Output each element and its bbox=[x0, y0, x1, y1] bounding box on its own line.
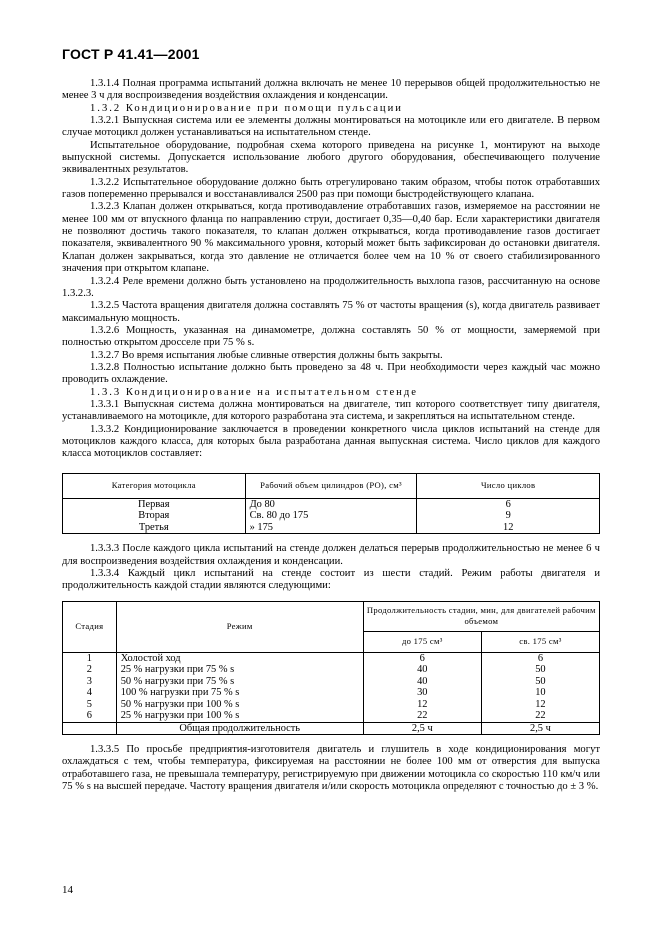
table-cell: Третья bbox=[63, 522, 246, 534]
document-header: ГОСТ Р 41.41—2001 bbox=[62, 46, 200, 62]
table-header-up-to-175: до 175 см³ bbox=[363, 631, 481, 652]
table-cell: » 175 bbox=[245, 522, 417, 534]
paragraph: 1.3.3.2 Кондиционирование заключается в проведении конкретного числа циклов испытаний на стенде для мотоциклов каждого класса, для которых была разработана данная выпускная система. Число циклов для каждого класса мотоциклов составляет: bbox=[62, 423, 600, 460]
table-cell: 6 bbox=[63, 710, 117, 722]
table-cell: 25 % нагрузки при 75 % s bbox=[116, 664, 363, 676]
table-row bbox=[63, 699, 600, 711]
table-cell: Вторая bbox=[63, 510, 246, 522]
table-cell: 6 bbox=[481, 652, 599, 664]
table-cell: 3 bbox=[63, 676, 117, 688]
paragraph: Испытательное оборудование, подробная схема которого приведена на рисунке 1, монтируют на выходе выпускной системы. Допускается использование любого другого оборудования, обеспечивающего получение эквивалентных результатов. bbox=[62, 139, 600, 176]
table-cell: 12 bbox=[481, 699, 599, 711]
table-row bbox=[63, 676, 600, 688]
table-cell: 5 bbox=[63, 699, 117, 711]
table-cell: До 80 bbox=[245, 498, 417, 510]
table-cell bbox=[63, 722, 117, 735]
table-header-category: Категория мотоцикла bbox=[63, 473, 246, 498]
table-cell: 40 bbox=[363, 664, 481, 676]
table-row bbox=[63, 664, 600, 676]
table-cell: 22 bbox=[481, 710, 599, 722]
paragraph: 1.3.1.4 Полная программа испытаний должна включать не менее 10 перерывов общей продолжительностью не менее 3 ч для воспроизведения воздействия охлаждения и конденсации. bbox=[62, 78, 600, 102]
paragraph: 1.3.2.1 Выпускная система или ее элементы должны монтироваться на мотоцикле или его двигателе. В первом случае мотоцикл должен устанавливаться на испытательном стенде. bbox=[62, 115, 600, 139]
paragraph: 1.3.2.8 Полностью испытание должно быть проведено за 48 ч. При необходимости через каждый час можно проводить охлаждение. bbox=[62, 361, 600, 386]
paragraph: 1.3.2.6 Мощность, указанная на динамометре, должна составлять 50 % от мощности, замеряемой при полностью открытом дросселе при 75 % s. bbox=[62, 324, 600, 349]
page-number: 14 bbox=[62, 884, 73, 896]
paragraph: 1.3.2.5 Частота вращения двигателя должна составлять 75 % от частоты вращения (s), когда двигатель развивает максимальную мощность. bbox=[62, 300, 600, 324]
paragraph: 1.3.2.3 Клапан должен открываться, когда противодавление отработавших газов, измеряемое на расстоянии не менее 100 мм от впускного фланца по направлению струи, достигает 0,35—0,40 бар. Если характеристики двигателя не позволяют достичь такого показателя, то клапан должен открываться, когда противодавление газов достигает показателя, эквивалентного 90 % максимального уровня, который может быть зафиксирован до остановки двигателя. Клапан должен закрываться, когда это давление не отличается более чем на 10 % от своего стабилизированного значения при открытом клапане. bbox=[62, 201, 600, 275]
document-body bbox=[62, 78, 600, 793]
table-row bbox=[63, 652, 600, 664]
table-cell: Первая bbox=[63, 498, 246, 510]
table-cell: 50 bbox=[481, 676, 599, 688]
cycles-table bbox=[62, 473, 600, 535]
section-heading: 1.3.3 Кондиционирование на испытательном стенде bbox=[90, 386, 418, 398]
table-cell: 40 bbox=[363, 676, 481, 688]
table-header-duration: Продолжительность стадии, мин, для двигателей рабочим объемом bbox=[363, 601, 599, 631]
table-cell: 50 bbox=[481, 664, 599, 676]
table-cell: Общая продолжительность bbox=[116, 722, 363, 735]
table-row bbox=[63, 510, 600, 522]
paragraph: 1.3.2.7 Во время испытания любые сливные отверстия должны быть закрыты. bbox=[90, 349, 443, 361]
table-cell: 12 bbox=[417, 522, 600, 534]
table-cell: 2 bbox=[63, 664, 117, 676]
table-cell: 10 bbox=[481, 687, 599, 699]
table-header-over-175: св. 175 см³ bbox=[481, 631, 599, 652]
stages-table bbox=[62, 601, 600, 736]
paragraph: 1.3.2.4 Реле времени должно быть установлено на продолжительность выхлопа газов, рассчитанную на основе 1.3.2.3. bbox=[62, 275, 600, 299]
paragraph: 1.3.3.1 Выпускная система должна монтироваться на двигателе, тип которого соответствует типу двигателя, устанавливаемого на мотоцикле, для которого разработана эта система, и закрепляться на испытательном стенде. bbox=[62, 398, 600, 423]
paragraph: 1.3.3.5 По просьбе предприятия-изготовителя двигатель и глушитель в ходе кондиционирования могут охлаждаться с тем, чтобы температура, фиксируемая на расстоянии не более 100 мм от отверстия для выпуска отработавшего газа, не превышала температуру, регистрируемую при движении мотоцикла со скоростью 110 км/ч или 75 % s на высшей передаче. Частоту вращения двигателя и/или скорость мотоцикла определяют с точностью до ± 3 %. bbox=[62, 744, 600, 793]
table-cell: Холостой ход bbox=[116, 652, 363, 664]
paragraph: 1.3.2.2 Испытательное оборудование должно быть отрегулировано таким образом, чтобы поток отработавших газов попеременно прерывался и восстанавливался 2500 раз при помощи быстродействующего клапана. bbox=[62, 176, 600, 201]
table-cell: 9 bbox=[417, 510, 600, 522]
table-row bbox=[63, 522, 600, 534]
table-total-row bbox=[63, 722, 600, 735]
table-cell: 6 bbox=[417, 498, 600, 510]
table-row bbox=[63, 498, 600, 510]
table-header-mode: Режим bbox=[116, 601, 363, 652]
table-header-stage: Стадия bbox=[63, 601, 117, 652]
paragraph: 1.3.3.3 После каждого цикла испытаний на стенде должен делаться перерыв продолжительностью не менее 6 ч для воспроизведения воздействия охлаждения и конденсации. bbox=[62, 543, 600, 567]
table-header-displacement: Рабочий объем цилиндров (РО), см³ bbox=[245, 473, 417, 498]
table-cell: 30 bbox=[363, 687, 481, 699]
paragraph: 1.3.3.4 Каждый цикл испытаний на стенде состоит из шести стадий. Режим работы двигателя и продолжительность каждой стадии являются следующими: bbox=[62, 567, 600, 592]
table-cell: Св. 80 до 175 bbox=[245, 510, 417, 522]
table-cell: 2,5 ч bbox=[363, 722, 481, 735]
section-heading: 1.3.2 Кондиционирование при помощи пульсации bbox=[90, 102, 403, 114]
table-cell: 50 % нагрузки при 75 % s bbox=[116, 676, 363, 688]
table-cell: 50 % нагрузки при 100 % s bbox=[116, 699, 363, 711]
table-cell: 6 bbox=[363, 652, 481, 664]
table-cell: 1 bbox=[63, 652, 117, 664]
table-header-cycles: Число циклов bbox=[417, 473, 600, 498]
table-cell: 25 % нагрузки при 100 % s bbox=[116, 710, 363, 722]
table-cell: 22 bbox=[363, 710, 481, 722]
table-cell: 100 % нагрузки при 75 % s bbox=[116, 687, 363, 699]
table-row bbox=[63, 710, 600, 722]
table-row bbox=[63, 687, 600, 699]
table-cell: 4 bbox=[63, 687, 117, 699]
table-cell: 2,5 ч bbox=[481, 722, 599, 735]
table-cell: 12 bbox=[363, 699, 481, 711]
